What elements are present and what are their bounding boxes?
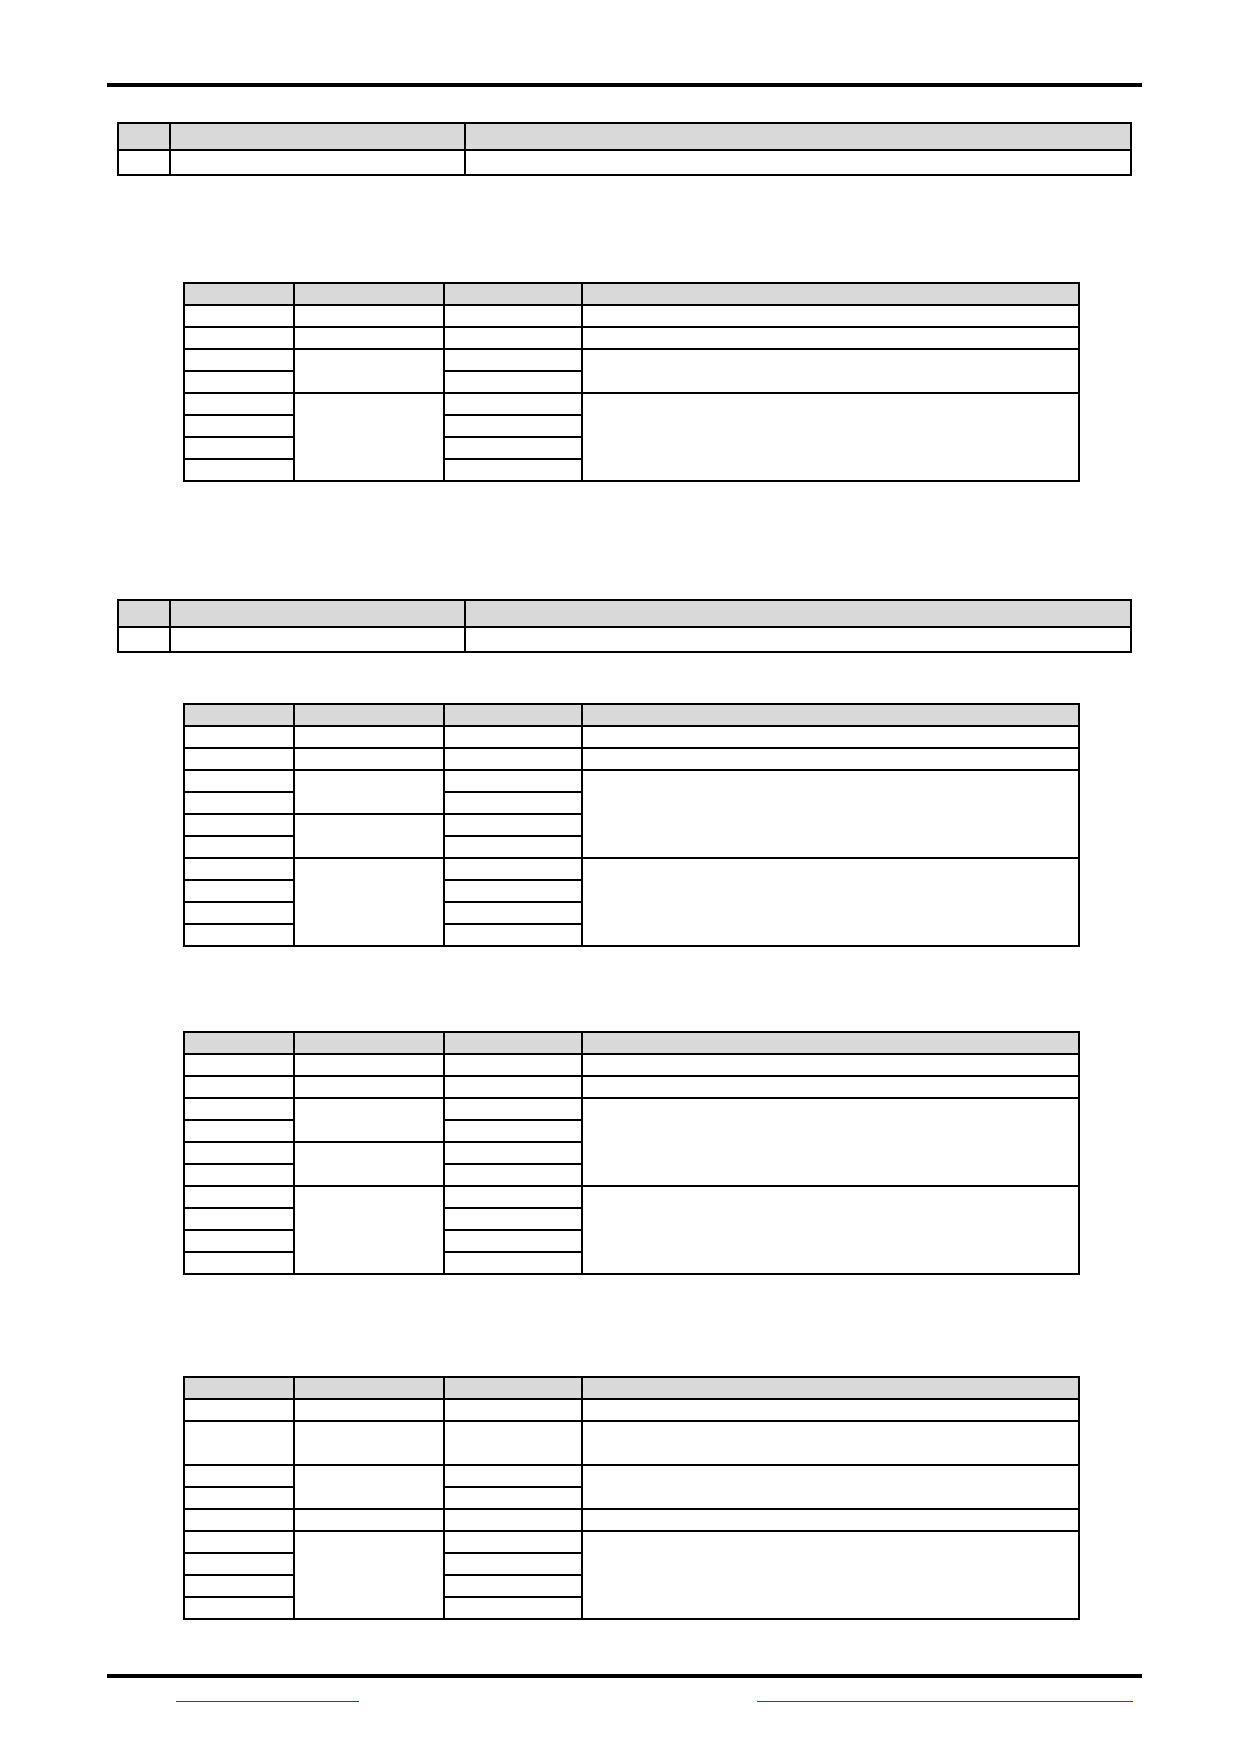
row-divider	[183, 835, 294, 837]
row-divider	[183, 348, 1080, 350]
row-divider	[443, 436, 582, 438]
row-divider	[443, 1552, 582, 1554]
footer-link-right[interactable]	[757, 1685, 1133, 1702]
row-divider	[183, 392, 1080, 394]
row-divider	[183, 747, 1080, 749]
row-divider	[183, 1229, 294, 1231]
row-divider	[443, 1119, 582, 1121]
row-divider	[183, 923, 294, 925]
column-divider	[293, 703, 295, 947]
row-divider	[443, 1163, 582, 1165]
column-divider	[169, 122, 171, 176]
row-divider	[183, 901, 294, 903]
row-divider	[443, 901, 582, 903]
column-divider	[464, 122, 466, 176]
column-divider	[293, 1376, 295, 1620]
row-divider	[183, 769, 1080, 771]
column-divider	[169, 599, 171, 653]
column-divider	[581, 1376, 583, 1620]
row-divider	[183, 458, 294, 460]
row-divider	[443, 370, 582, 372]
row-divider	[117, 149, 1132, 151]
column-divider	[581, 703, 583, 947]
column-divider	[293, 1031, 295, 1275]
column-divider	[581, 1031, 583, 1275]
row-divider	[183, 857, 1080, 859]
row-divider	[183, 725, 1080, 727]
row-divider	[117, 626, 1132, 628]
row-divider	[183, 1097, 1080, 1099]
row-divider	[183, 1486, 294, 1488]
table-frame	[183, 282, 1080, 482]
row-divider	[183, 1464, 1080, 1466]
column-divider	[581, 282, 583, 482]
row-divider	[443, 458, 582, 460]
row-divider	[443, 835, 582, 837]
row-divider	[183, 1552, 294, 1554]
row-divider	[443, 1596, 582, 1598]
row-divider	[183, 1398, 1080, 1400]
row-divider	[183, 1251, 294, 1253]
row-divider	[443, 791, 582, 793]
column-divider	[464, 599, 466, 653]
row-divider	[443, 1251, 582, 1253]
footer-link-left[interactable]	[176, 1685, 359, 1702]
row-divider	[183, 791, 294, 793]
column-divider	[443, 1031, 445, 1275]
row-divider	[183, 1420, 1080, 1422]
row-divider	[443, 414, 582, 416]
row-divider	[183, 1530, 1080, 1532]
column-divider	[443, 703, 445, 947]
row-divider	[183, 1596, 294, 1598]
row-divider	[183, 414, 294, 416]
row-divider	[183, 1508, 1080, 1510]
column-divider	[293, 282, 295, 482]
row-divider	[443, 1574, 582, 1576]
header-rule	[107, 83, 1142, 87]
row-divider	[183, 1185, 1080, 1187]
row-divider	[183, 1119, 294, 1121]
row-divider	[183, 326, 1080, 328]
row-divider	[183, 879, 294, 881]
row-divider	[183, 1141, 582, 1143]
row-divider	[183, 370, 294, 372]
table-frame	[183, 1376, 1080, 1620]
row-divider	[443, 1207, 582, 1209]
row-divider	[183, 1163, 294, 1165]
row-divider	[183, 436, 294, 438]
column-divider	[443, 282, 445, 482]
table-frame	[183, 703, 1080, 947]
row-divider	[183, 304, 1080, 306]
row-divider	[183, 1207, 294, 1209]
row-divider	[443, 1229, 582, 1231]
row-divider	[183, 1574, 294, 1576]
row-divider	[443, 879, 582, 881]
row-divider	[443, 1486, 582, 1488]
column-divider	[443, 1376, 445, 1620]
row-divider	[183, 813, 582, 815]
table-frame	[183, 1031, 1080, 1275]
footer-rule	[107, 1674, 1142, 1678]
row-divider	[443, 923, 582, 925]
row-divider	[183, 1075, 1080, 1077]
row-divider	[183, 1053, 1080, 1055]
